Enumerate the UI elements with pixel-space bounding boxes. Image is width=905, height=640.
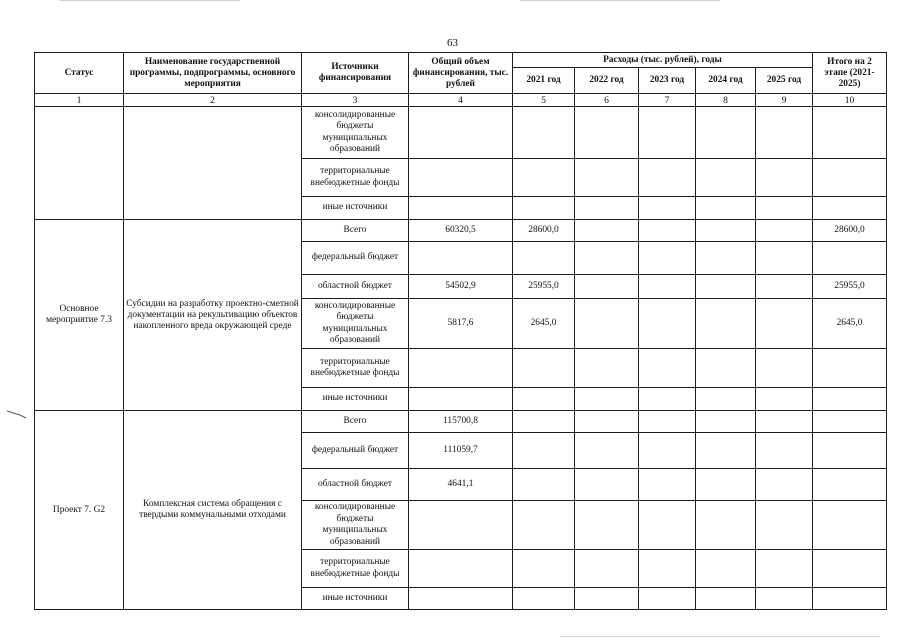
year-2025-cell xyxy=(756,107,813,159)
year-2025-cell xyxy=(756,469,813,501)
header-name: Наименование государственной программы, подпрограммы, основного мероприятия xyxy=(124,53,302,94)
header-total-volume: Общий объем финансирования, тыс. рублей xyxy=(409,53,513,94)
year-2024-cell xyxy=(696,220,756,242)
source-cell: иные источники xyxy=(302,588,409,610)
year-2023-cell xyxy=(639,388,696,411)
column-number: 7 xyxy=(639,94,696,107)
itogo-cell xyxy=(813,550,887,588)
year-2022-cell xyxy=(575,411,639,433)
header-status: Статус xyxy=(35,53,124,94)
year-2022-cell xyxy=(575,388,639,411)
year-2024-cell xyxy=(696,275,756,299)
itogo-cell: 2645,0 xyxy=(813,299,887,349)
year-2024-cell xyxy=(696,469,756,501)
table-row xyxy=(35,107,887,159)
source-cell: территориальные внебюджетные фонды xyxy=(302,349,409,388)
year-2021-cell xyxy=(513,349,575,388)
total-cell xyxy=(409,159,513,197)
year-2025-cell xyxy=(756,197,813,220)
year-2023-cell xyxy=(639,588,696,610)
header-year: 2022 год xyxy=(575,68,639,94)
table-row xyxy=(35,411,887,433)
total-cell xyxy=(409,197,513,220)
header-sources: Источники финансирования xyxy=(302,53,409,94)
year-2022-cell xyxy=(575,242,639,275)
name-cell: Комплексная система обращения с твердыми коммунальными отходами xyxy=(124,411,302,610)
name-cell: Субсидии на разработку проектно-сметной документации на рекультивацию объектов накопленного вреда окружающей среде xyxy=(124,220,302,411)
year-2025-cell xyxy=(756,501,813,550)
year-2024-cell xyxy=(696,159,756,197)
column-numbers-row xyxy=(35,94,887,107)
year-2021-cell xyxy=(513,197,575,220)
year-2023-cell xyxy=(639,107,696,159)
year-2024-cell xyxy=(696,411,756,433)
year-2025-cell xyxy=(756,588,813,610)
year-2021-cell: 25955,0 xyxy=(513,275,575,299)
column-number: 5 xyxy=(513,94,575,107)
year-2021-cell xyxy=(513,411,575,433)
year-2022-cell xyxy=(575,349,639,388)
column-number: 8 xyxy=(696,94,756,107)
total-cell xyxy=(409,107,513,159)
itogo-cell xyxy=(813,159,887,197)
year-2022-cell xyxy=(575,501,639,550)
itogo-cell: 28600,0 xyxy=(813,220,887,242)
source-cell: территориальные внебюджетные фонды xyxy=(302,550,409,588)
itogo-cell xyxy=(813,588,887,610)
header-itogo: Итого на 2 этапе (2021-2025) xyxy=(813,53,887,94)
year-2022-cell xyxy=(575,299,639,349)
scan-edge-top xyxy=(520,0,720,1)
table-row xyxy=(35,220,887,242)
year-2024-cell xyxy=(696,550,756,588)
total-cell: 5817,6 xyxy=(409,299,513,349)
year-2024-cell xyxy=(696,299,756,349)
year-2021-cell xyxy=(513,588,575,610)
year-2023-cell xyxy=(639,349,696,388)
year-2023-cell xyxy=(639,501,696,550)
year-2024-cell xyxy=(696,197,756,220)
total-cell xyxy=(409,242,513,275)
source-cell: областной бюджет xyxy=(302,275,409,299)
year-2021-cell xyxy=(513,501,575,550)
itogo-cell xyxy=(813,197,887,220)
year-2025-cell xyxy=(756,433,813,469)
itogo-cell xyxy=(813,433,887,469)
source-cell: федеральный бюджет xyxy=(302,242,409,275)
year-2021-cell xyxy=(513,388,575,411)
year-2023-cell xyxy=(639,220,696,242)
year-2025-cell xyxy=(756,411,813,433)
year-2024-cell xyxy=(696,588,756,610)
year-2025-cell xyxy=(756,159,813,197)
year-2024-cell xyxy=(696,349,756,388)
year-2021-cell xyxy=(513,242,575,275)
name-cell xyxy=(124,107,302,220)
total-cell xyxy=(409,501,513,550)
total-cell xyxy=(409,550,513,588)
year-2025-cell xyxy=(756,299,813,349)
year-2021-cell: 2645,0 xyxy=(513,299,575,349)
year-2023-cell xyxy=(639,411,696,433)
total-cell: 4641,1 xyxy=(409,469,513,501)
year-2024-cell xyxy=(696,388,756,411)
year-2021-cell: 28600,0 xyxy=(513,220,575,242)
year-2022-cell xyxy=(575,197,639,220)
header-year: 2025 год xyxy=(756,68,813,94)
year-2021-cell xyxy=(513,550,575,588)
year-2025-cell xyxy=(756,349,813,388)
column-number: 3 xyxy=(302,94,409,107)
column-number: 6 xyxy=(575,94,639,107)
budget-table xyxy=(34,52,887,610)
itogo-cell xyxy=(813,242,887,275)
year-2021-cell xyxy=(513,159,575,197)
year-2022-cell xyxy=(575,275,639,299)
year-2022-cell xyxy=(575,433,639,469)
status-cell: Основное мероприятие 7.3 xyxy=(35,220,124,411)
year-2025-cell xyxy=(756,388,813,411)
year-2022-cell xyxy=(575,550,639,588)
page-number: 63 xyxy=(447,37,458,49)
year-2025-cell xyxy=(756,242,813,275)
source-cell: областной бюджет xyxy=(302,469,409,501)
year-2025-cell xyxy=(756,275,813,299)
source-cell: консолидированные бюджеты муниципальных образований xyxy=(302,299,409,349)
year-2023-cell xyxy=(639,299,696,349)
year-2024-cell xyxy=(696,107,756,159)
total-cell xyxy=(409,388,513,411)
status-cell: Проект 7. G2 xyxy=(35,411,124,610)
itogo-cell xyxy=(813,107,887,159)
column-number: 9 xyxy=(756,94,813,107)
table-header xyxy=(35,53,887,94)
itogo-cell xyxy=(813,388,887,411)
year-2024-cell xyxy=(696,433,756,469)
header-expenses: Расходы (тыс. рублей), годы xyxy=(513,53,813,68)
total-cell: 115700,8 xyxy=(409,411,513,433)
status-cell xyxy=(35,107,124,220)
source-cell: федеральный бюджет xyxy=(302,433,409,469)
header-year: 2024 год xyxy=(696,68,756,94)
source-cell: Всего xyxy=(302,220,409,242)
total-cell: 60320,5 xyxy=(409,220,513,242)
year-2024-cell xyxy=(696,242,756,275)
source-cell: иные источники xyxy=(302,197,409,220)
itogo-cell xyxy=(813,411,887,433)
year-2023-cell xyxy=(639,550,696,588)
year-2021-cell xyxy=(513,107,575,159)
year-2022-cell xyxy=(575,588,639,610)
column-number: 1 xyxy=(35,94,124,107)
column-number: 4 xyxy=(409,94,513,107)
year-2021-cell xyxy=(513,433,575,469)
source-cell: консолидированные бюджеты муниципальных образований xyxy=(302,501,409,550)
year-2021-cell xyxy=(513,469,575,501)
itogo-cell xyxy=(813,501,887,550)
total-cell: 111059,7 xyxy=(409,433,513,469)
year-2022-cell xyxy=(575,107,639,159)
year-2023-cell xyxy=(639,242,696,275)
source-cell: иные источники xyxy=(302,388,409,411)
year-2022-cell xyxy=(575,469,639,501)
source-cell: территориальные внебюджетные фонды xyxy=(302,159,409,197)
year-2025-cell xyxy=(756,220,813,242)
column-number: 2 xyxy=(124,94,302,107)
total-cell xyxy=(409,349,513,388)
scan-mark xyxy=(6,409,28,419)
source-cell: Всего xyxy=(302,411,409,433)
year-2023-cell xyxy=(639,433,696,469)
itogo-cell xyxy=(813,349,887,388)
total-cell: 54502,9 xyxy=(409,275,513,299)
year-2023-cell xyxy=(639,159,696,197)
total-cell xyxy=(409,588,513,610)
year-2022-cell xyxy=(575,220,639,242)
year-2025-cell xyxy=(756,550,813,588)
year-2023-cell xyxy=(639,275,696,299)
header-year: 2021 год xyxy=(513,68,575,94)
itogo-cell xyxy=(813,469,887,501)
scan-edge-top xyxy=(60,0,240,1)
year-2023-cell xyxy=(639,469,696,501)
column-number: 10 xyxy=(813,94,887,107)
year-2023-cell xyxy=(639,197,696,220)
source-cell: консолидированные бюджеты муниципальных образований xyxy=(302,107,409,159)
scan-edge-bottom xyxy=(560,636,880,637)
header-year: 2023 год xyxy=(639,68,696,94)
itogo-cell: 25955,0 xyxy=(813,275,887,299)
year-2024-cell xyxy=(696,501,756,550)
year-2022-cell xyxy=(575,159,639,197)
